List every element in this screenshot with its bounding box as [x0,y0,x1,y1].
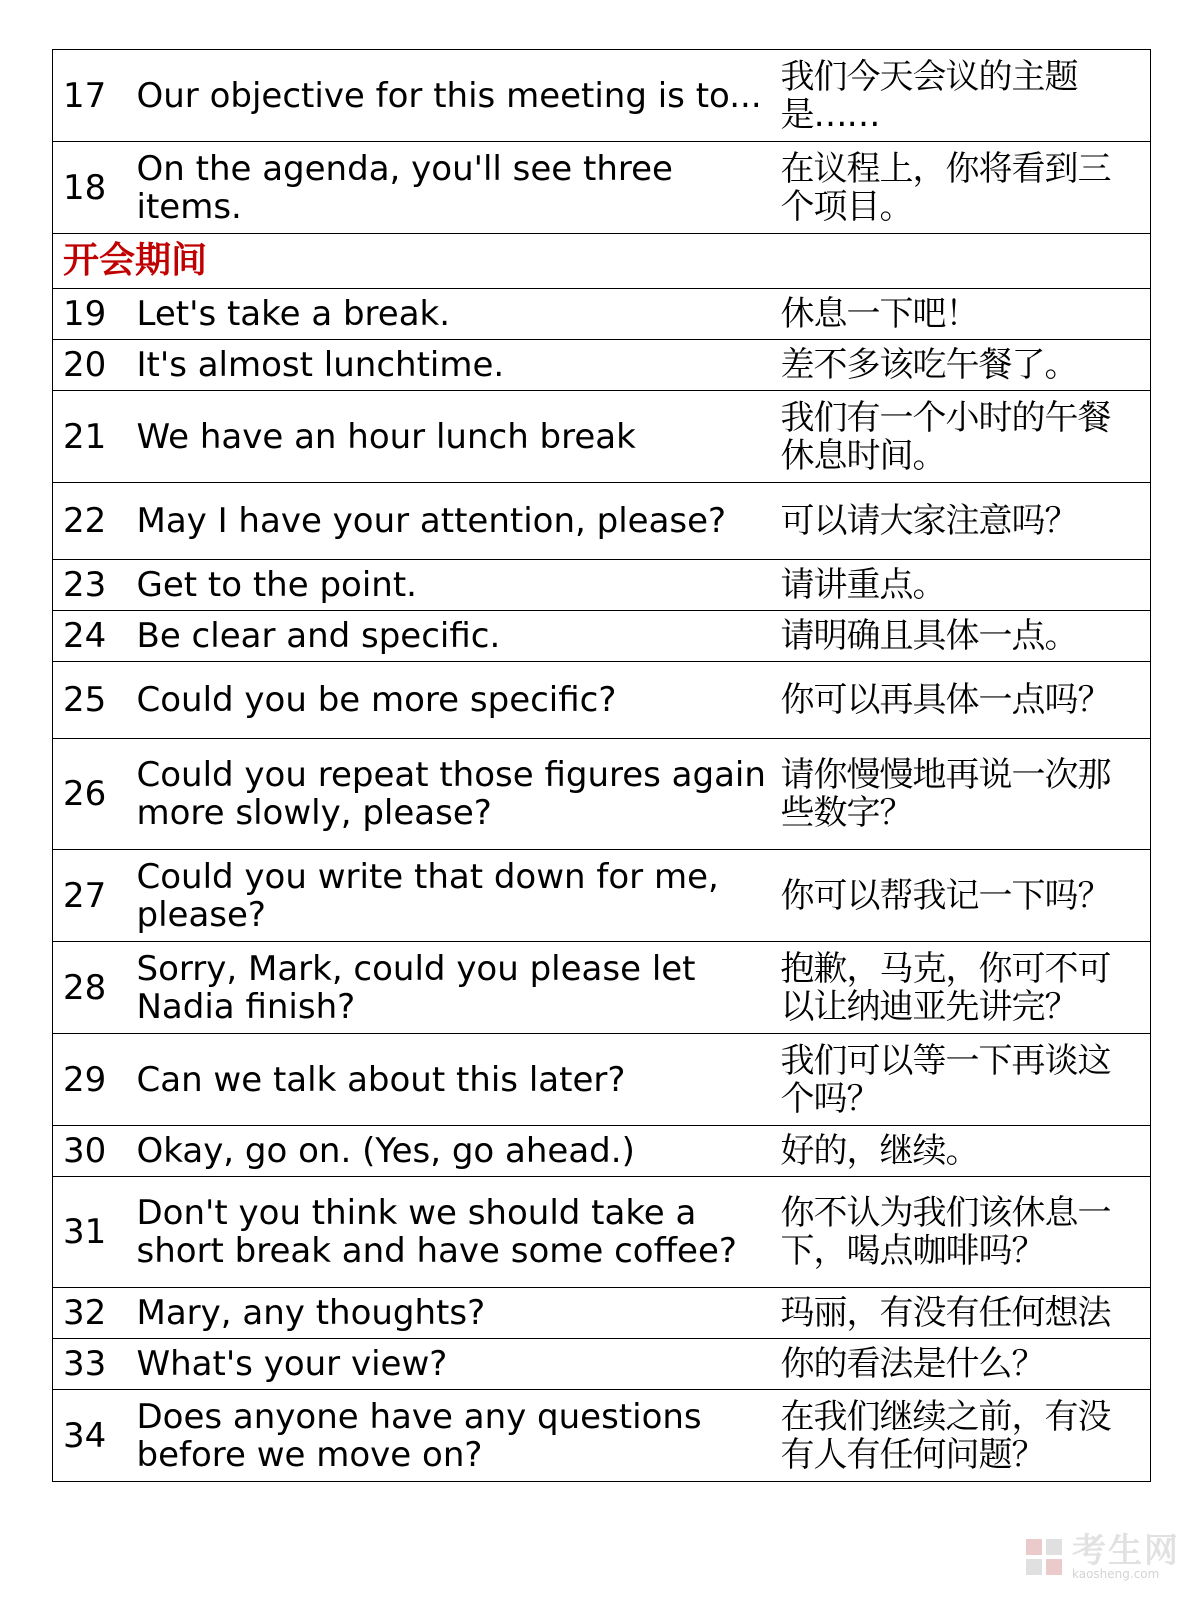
phrase-number: 30 [53,1126,137,1177]
watermark [1024,1531,1180,1581]
phrase-chinese: 抱歉，马克，你可不可以让纳迪亚先讲完？ [777,942,1151,1034]
phrase-row [53,1339,1151,1390]
watermark-logo-icon [1024,1537,1064,1577]
phrase-english: Don't you think we should take a short break and have some coffee? [137,1177,777,1288]
phrase-chinese: 在我们继续之前，有没有人有任何问题？ [777,1390,1151,1482]
phrase-number: 33 [53,1339,137,1390]
phrase-english: What's your view? [137,1339,777,1390]
phrase-english: May I have your attention, please? [137,483,777,560]
phrase-number: 32 [53,1288,137,1339]
phrase-row [53,1177,1151,1288]
phrase-row [53,611,1151,662]
phrase-row [53,662,1151,739]
phrase-row [53,942,1151,1034]
phrase-number: 22 [53,483,137,560]
phrase-number: 21 [53,391,137,483]
phrase-chinese: 请讲重点。 [777,560,1151,611]
phrase-row [53,1288,1151,1339]
phrase-row [53,391,1151,483]
phrase-number: 28 [53,942,137,1034]
section-header-row [53,234,1151,289]
phrase-chinese: 好的，继续。 [777,1126,1151,1177]
phrase-number: 17 [53,50,137,142]
phrase-number: 24 [53,611,137,662]
phrase-number: 27 [53,850,137,942]
phrase-chinese: 请明确且具体一点。 [777,611,1151,662]
phrase-chinese: 你不认为我们该休息一下，喝点咖啡吗？ [777,1177,1151,1288]
phrase-row [53,142,1151,234]
phrase-chinese: 请你慢慢地再说一次那些数字？ [777,739,1151,850]
phrase-english: Can we talk about this later? [137,1034,777,1126]
phrase-chinese: 我们可以等一下再谈这个吗？ [777,1034,1151,1126]
phrase-number: 23 [53,560,137,611]
phrase-english: Does anyone have any questions before we move on? [137,1390,777,1482]
phrase-number: 20 [53,340,137,391]
phrase-english: Get to the point. [137,560,777,611]
phrase-chinese: 可以请大家注意吗？ [777,483,1151,560]
phrase-row [53,340,1151,391]
phrase-number: 19 [53,289,137,340]
phrase-chinese: 玛丽，有没有任何想法 [777,1288,1151,1339]
phrase-english: It's almost lunchtime. [137,340,777,391]
phrase-row [53,739,1151,850]
phrase-chinese: 我们有一个小时的午餐休息时间。 [777,391,1151,483]
phrase-number: 18 [53,142,137,234]
phrase-row [53,1390,1151,1482]
phrase-row [53,289,1151,340]
phrase-english: Mary, any thoughts? [137,1288,777,1339]
phrase-english: Could you write that down for me, please? [137,850,777,942]
phrase-number: 31 [53,1177,137,1288]
phrase-english: Could you repeat those figures again more slowly, please? [137,739,777,850]
phrase-number: 29 [53,1034,137,1126]
phrase-table-body [53,50,1151,1482]
phrase-english: Our objective for this meeting is to... [137,50,777,142]
phrase-english: Be clear and specific. [137,611,777,662]
phrase-chinese: 你可以帮我记一下吗？ [777,850,1151,942]
phrase-row [53,1034,1151,1126]
watermark-text [1072,1531,1180,1581]
phrase-table [52,49,1151,1482]
watermark-domain: kaosheng.com [1072,1567,1160,1581]
phrase-number: 25 [53,662,137,739]
phrase-english: Let's take a break. [137,289,777,340]
phrase-english: We have an hour lunch break [137,391,777,483]
phrase-chinese: 休息一下吧！ [777,289,1151,340]
phrase-row [53,50,1151,142]
phrase-row [53,560,1151,611]
phrase-number: 34 [53,1390,137,1482]
phrase-english: Okay, go on. (Yes, go ahead.) [137,1126,777,1177]
phrase-english: On the agenda, you'll see three items. [137,142,777,234]
phrase-english: Sorry, Mark, could you please let Nadia finish? [137,942,777,1034]
phrase-chinese: 我们今天会议的主题是…… [777,50,1151,142]
watermark-name: 考生网 [1072,1531,1180,1571]
phrase-chinese: 在议程上，你将看到三个项目。 [777,142,1151,234]
phrase-number: 26 [53,739,137,850]
phrase-chinese: 你的看法是什么？ [777,1339,1151,1390]
phrase-row [53,483,1151,560]
section-title: 开会期间 [53,234,1151,289]
phrase-row [53,1126,1151,1177]
phrase-chinese: 差不多该吃午餐了。 [777,340,1151,391]
phrase-english: Could you be more specific? [137,662,777,739]
phrase-chinese: 你可以再具体一点吗？ [777,662,1151,739]
phrase-row [53,850,1151,942]
